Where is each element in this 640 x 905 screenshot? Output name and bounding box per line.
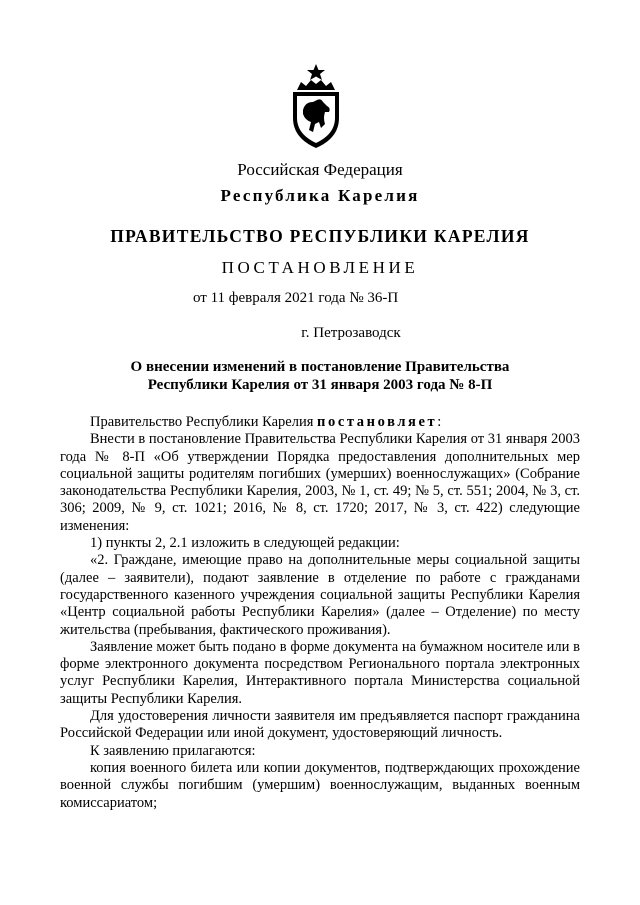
document-body (60, 414, 580, 812)
government-title: ПРАВИТЕЛЬСТВО РЕСПУБЛИКИ КАРЕЛИЯ (110, 226, 530, 246)
document-title (60, 358, 580, 394)
document-date-number: от 11 февраля 2021 года № 36-П (193, 290, 399, 306)
document-title-line: О внесении изменений в постановление Правительства (130, 359, 510, 375)
paragraph: Заявление может быть подано в форме документа на бумажном носителе или в форме электронного документа посредством Регионального портала электронных услуг Республики Карелия, Интерактивного портала Министерства социальной защиты Республики Карелия. (60, 638, 580, 707)
emphasis-text: постановляет (317, 414, 438, 430)
paragraph: «2. Граждане, имеющие право на дополнительные меры социальной защиты (далее – заявители), подают заявление в отделение по работе с гражданами государственного казенного учреждения социальной защиты Республики Карелия «Центр социальной работы Республики Карелия» (далее – Отделение) по месту жительства (пребывания, фактического проживания). (60, 552, 580, 638)
paragraph: Внести в постановление Правительства Республики Карелия от 31 января 2003 года № 8-П «Об утверждении Порядка предоставления дополнительных мер социальной защиты родителям погибших (умерших) военнослужащих» (Собрание законодательства Республики Карелия, 2003, № 1, ст. 49; № 5, ст. 551; 2004, № 3, ст. 306; 2009, № 9, ст. 1021; 2016, № 8, ст. 1720; 2017, № 3, ст. 422) следующие изменения: (60, 431, 580, 534)
paragraph: копия военного билета или копии документов, подтверждающих прохождение военной службы погибшим (умершим) военнослужащим, выданных военным комиссариатом; (60, 759, 580, 811)
republic-name: Республика Карелия (220, 186, 420, 205)
paragraph (60, 414, 580, 431)
paragraph: К заявлению прилагаются: (90, 742, 256, 759)
paragraph-text: : (437, 414, 442, 430)
country-name: Российская Федерация (237, 160, 403, 179)
document-title-line: Республики Карелия от 31 января 2003 года № 8-П (147, 377, 493, 393)
paragraph-text: Правительство Республики Карелия (90, 414, 318, 430)
document-city: г. Петрозаводск (301, 325, 401, 341)
paragraph: Для удостоверения личности заявителя им предъявляется паспорт гражданина Российской Федерации или иной документ, удостоверяющий личность. (60, 708, 580, 742)
paragraph: 1) пункты 2, 2.1 изложить в следующей редакции: (90, 535, 400, 552)
coat-of-arms-icon (287, 62, 345, 150)
document-type: ПОСТАНОВЛЕНИЕ (221, 258, 419, 277)
